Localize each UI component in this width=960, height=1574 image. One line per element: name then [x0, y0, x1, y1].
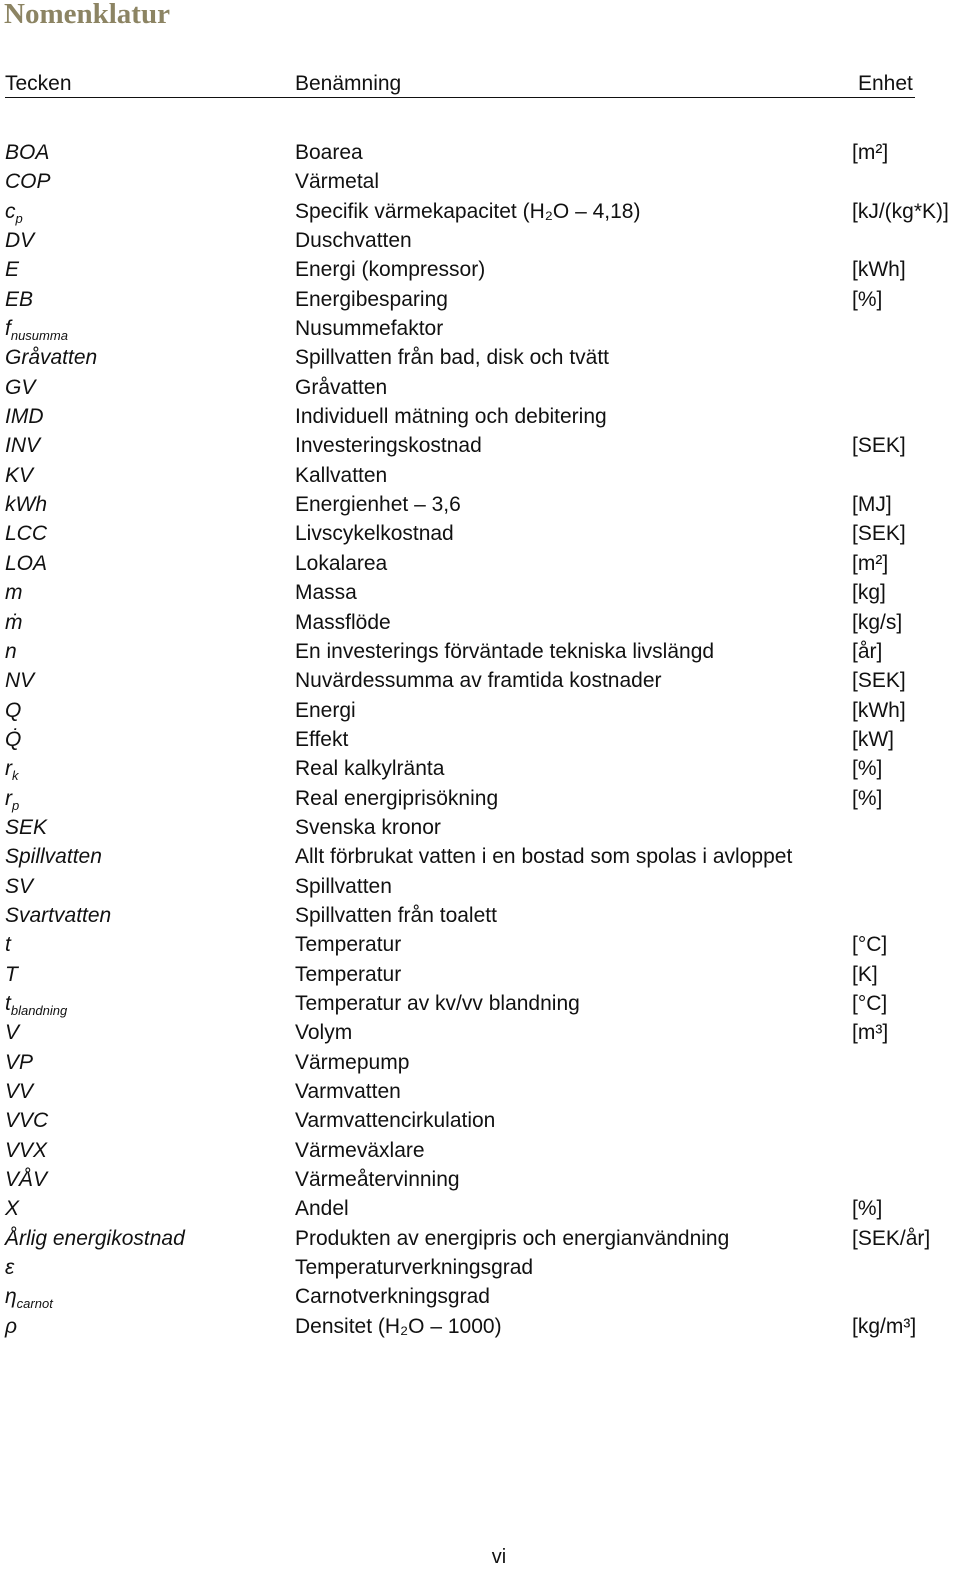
table-row	[0, 930, 960, 959]
row-symbol-subscript: carnot	[16, 1296, 53, 1312]
row-symbol	[5, 1077, 33, 1106]
row-symbol-text: f	[5, 317, 11, 341]
row-symbol	[5, 197, 23, 228]
row-symbol-text: VV	[5, 1080, 34, 1103]
table-row	[0, 431, 960, 460]
row-symbol-subscript: blandning	[10, 1002, 68, 1018]
row-unit: [MJ]	[852, 493, 892, 517]
row-symbol-subscript: k	[12, 768, 19, 784]
row-unit: [°C]	[852, 991, 888, 1015]
row-symbol	[5, 725, 21, 754]
page-number: vi	[491, 1546, 507, 1568]
row-symbol	[5, 138, 49, 167]
table-row	[0, 255, 960, 284]
row-symbol	[5, 578, 23, 607]
row-symbol-subscript: p	[12, 797, 20, 813]
row-unit: [kJ/(kg*K)]	[852, 199, 949, 223]
row-name: Real kalkylränta	[295, 757, 445, 781]
table-row	[0, 549, 960, 578]
row-symbol-text: T	[5, 962, 18, 986]
row-symbol-subscript: p	[15, 210, 23, 226]
row-symbol-text: SEK	[5, 815, 48, 839]
table-row	[0, 784, 960, 813]
row-name: Spillvatten från bad, disk och tvätt	[295, 346, 610, 370]
row-symbol-text: ρ	[5, 1314, 18, 1338]
row-symbol-text: EB	[5, 287, 34, 311]
table-row	[0, 1077, 960, 1106]
row-unit: [kg/m³]	[852, 1314, 917, 1338]
row-symbol-text: INV	[5, 434, 41, 458]
row-name: Duschvatten	[295, 229, 412, 253]
row-symbol	[5, 960, 18, 989]
row-symbol-text: r	[5, 757, 12, 781]
row-symbol-text: Q	[5, 698, 22, 722]
row-symbol-text: LCC	[5, 522, 48, 546]
row-symbol-text: r	[5, 786, 12, 810]
row-unit: [SEK]	[852, 669, 906, 693]
row-name: Specifik värmekapacitet (H₂O – 4,18)	[295, 199, 641, 223]
row-symbol	[5, 1312, 17, 1341]
row-symbol	[5, 813, 47, 842]
row-symbol-text: ε	[5, 1256, 15, 1280]
row-symbol	[5, 490, 47, 519]
row-symbol-text: COP	[5, 170, 51, 194]
row-name: Produkten av energipris och energianvändning	[295, 1226, 730, 1250]
row-symbol-text: VÅV	[5, 1168, 48, 1192]
row-name: Densitet (H₂O – 1000)	[295, 1314, 502, 1338]
table-row	[0, 197, 960, 226]
row-name: En investerings förväntade tekniska livslängd	[295, 639, 715, 663]
table-header	[0, 70, 960, 98]
row-name: Temperatur av kv/vv blandning	[295, 991, 580, 1015]
table-row	[0, 1253, 960, 1282]
row-name: Volym	[295, 1021, 353, 1045]
row-symbol	[5, 343, 97, 372]
row-name: Individuell mätning och debitering	[295, 405, 607, 429]
table-row	[0, 402, 960, 431]
table-row	[0, 1165, 960, 1194]
row-name: Energibesparing	[295, 287, 448, 311]
row-unit: [K]	[852, 962, 878, 986]
table-row	[0, 1312, 960, 1341]
row-name: Svenska kronor	[295, 815, 441, 839]
row-name: Livscykelkostnad	[295, 522, 454, 546]
table-row	[0, 813, 960, 842]
row-symbol-text: t	[5, 933, 11, 957]
row-symbol-text: LOA	[5, 551, 48, 575]
row-symbol	[5, 989, 67, 1020]
row-unit: [kWh]	[852, 258, 906, 282]
row-symbol-text: IMD	[5, 405, 44, 429]
table-row	[0, 1106, 960, 1135]
row-unit: [SEK/år]	[852, 1226, 931, 1250]
row-symbol-text: E	[5, 258, 20, 282]
row-symbol-text: KV	[5, 463, 34, 487]
row-symbol-text: X	[5, 1197, 20, 1221]
table-row	[0, 578, 960, 607]
row-name: Varmvatten	[295, 1080, 401, 1103]
row-symbol	[5, 1282, 53, 1313]
row-symbol-text: ṁ	[5, 610, 23, 634]
row-symbol-text: kWh	[5, 493, 47, 517]
row-symbol	[5, 1018, 19, 1047]
row-symbol-text: Gråvatten	[5, 346, 98, 370]
row-symbol	[5, 402, 44, 431]
row-unit: [kg/s]	[852, 610, 903, 634]
row-unit: [%]	[852, 287, 883, 311]
row-symbol-text: VP	[5, 1050, 34, 1074]
row-unit: [år]	[852, 639, 883, 663]
row-symbol	[5, 431, 40, 460]
row-symbol	[5, 373, 35, 402]
row-symbol	[5, 1165, 47, 1194]
row-name: Värmetal	[295, 170, 380, 194]
row-name: Temperaturverkningsgrad	[295, 1256, 534, 1280]
row-symbol	[5, 1106, 48, 1135]
row-name: Spillvatten	[295, 874, 392, 898]
row-symbol	[5, 255, 19, 284]
row-name: Temperatur	[295, 962, 402, 986]
row-symbol-text: c	[5, 199, 16, 223]
row-symbol-text: Svartvatten	[5, 903, 112, 927]
row-unit: [kg]	[852, 581, 886, 605]
header-divider	[5, 97, 915, 98]
row-unit: [kW]	[852, 727, 894, 751]
row-name: Carnotverkningsgrad	[295, 1285, 490, 1309]
row-name: Energienhet – 3,6	[295, 493, 461, 517]
table-row	[0, 872, 960, 901]
row-name: Effekt	[295, 727, 349, 751]
row-name: Boarea	[295, 141, 363, 164]
table-row	[0, 666, 960, 695]
table-row	[0, 608, 960, 637]
table-row	[0, 725, 960, 754]
row-symbol-text: V	[5, 1021, 20, 1045]
row-symbol	[5, 608, 23, 637]
row-symbol-text: DV	[5, 229, 35, 253]
row-name: Spillvatten från toalett	[295, 903, 497, 927]
table-row	[0, 1048, 960, 1077]
table-row	[0, 490, 960, 519]
row-unit: [SEK]	[852, 434, 906, 458]
row-symbol	[5, 784, 19, 815]
nomenclature-table	[0, 138, 960, 1341]
row-name: Kallvatten	[295, 463, 388, 487]
row-symbol	[5, 1048, 33, 1077]
table-row	[0, 343, 960, 372]
table-row	[0, 373, 960, 402]
row-name: Investeringskostnad	[295, 434, 482, 458]
row-name: Lokalarea	[295, 551, 388, 575]
row-symbol-text: η	[5, 1285, 17, 1309]
row-symbol	[5, 930, 11, 959]
row-name: Real energiprisökning	[295, 786, 499, 810]
row-symbol	[5, 519, 47, 548]
table-row	[0, 1136, 960, 1165]
row-symbol-text: Årlig energikostnad	[5, 1226, 185, 1250]
row-name: Massa	[295, 581, 357, 605]
table-row	[0, 167, 960, 196]
table-row	[0, 842, 960, 871]
row-symbol	[5, 901, 111, 930]
row-unit: [m³]	[852, 1021, 889, 1045]
row-name: Andel	[295, 1197, 349, 1221]
table-row	[0, 960, 960, 989]
row-symbol	[5, 1224, 185, 1253]
row-symbol	[5, 461, 33, 490]
row-symbol	[5, 1253, 14, 1282]
header-symbol: Tecken	[5, 72, 72, 95]
row-symbol	[5, 549, 47, 578]
row-symbol-text: BOA	[5, 141, 50, 164]
header-name: Benämning	[295, 72, 402, 95]
row-name: Värmepump	[295, 1050, 410, 1074]
row-name: Energi (kompressor)	[295, 258, 486, 282]
row-unit: [%]	[852, 757, 883, 781]
row-symbol	[5, 1136, 47, 1165]
table-row	[0, 461, 960, 490]
row-symbol-text: VVC	[5, 1109, 49, 1133]
row-unit: [SEK]	[852, 522, 906, 546]
row-symbol-text: Q̇	[5, 727, 22, 751]
table-row	[0, 1018, 960, 1047]
row-unit: [m²]	[852, 141, 889, 164]
row-symbol-text: t	[5, 991, 11, 1015]
row-name: Värmeväxlare	[295, 1138, 425, 1162]
row-symbol	[5, 842, 102, 871]
table-row	[0, 519, 960, 548]
table-row	[0, 989, 960, 1018]
table-row	[0, 901, 960, 930]
table-row	[0, 314, 960, 343]
row-symbol-text: NV	[5, 669, 35, 693]
row-name: Värmeåtervinning	[295, 1168, 460, 1192]
table-row	[0, 754, 960, 783]
table-row	[0, 1282, 960, 1311]
table-row	[0, 138, 960, 167]
row-name: Gråvatten	[295, 375, 388, 399]
row-name: Energi	[295, 698, 356, 722]
row-unit: [%]	[852, 786, 883, 810]
row-unit: [°C]	[852, 933, 888, 957]
row-name: Nusummefaktor	[295, 317, 444, 341]
row-symbol	[5, 226, 34, 255]
row-symbol	[5, 1194, 19, 1223]
row-name: Varmvattencirkulation	[295, 1109, 496, 1133]
table-row	[0, 226, 960, 255]
row-symbol	[5, 637, 17, 666]
row-symbol	[5, 696, 21, 725]
row-symbol-text: m	[5, 581, 23, 605]
table-row	[0, 1194, 960, 1223]
row-name: Massflöde	[295, 610, 391, 634]
row-symbol-text: SV	[5, 874, 34, 898]
row-name: Temperatur	[295, 933, 402, 957]
row-unit: [%]	[852, 1197, 883, 1221]
row-symbol-text: n	[5, 639, 17, 663]
row-symbol	[5, 666, 34, 695]
row-symbol	[5, 872, 33, 901]
row-symbol	[5, 167, 51, 196]
row-symbol	[5, 754, 19, 785]
row-name: Nuvärdessumma av framtida kostnader	[295, 669, 662, 693]
row-symbol-subscript: nusumma	[10, 328, 68, 344]
row-unit: [m²]	[852, 551, 889, 575]
table-row	[0, 637, 960, 666]
row-unit: [kWh]	[852, 698, 906, 722]
header-unit: Enhet	[858, 72, 913, 95]
table-row	[0, 1224, 960, 1253]
row-symbol	[5, 285, 33, 314]
table-row	[0, 285, 960, 314]
row-name: Allt förbrukat vatten i en bostad som spolas i avloppet	[295, 845, 793, 869]
table-row	[0, 696, 960, 725]
row-symbol-text: Spillvatten	[5, 845, 102, 869]
row-symbol	[5, 314, 68, 345]
row-symbol-text: VVX	[5, 1138, 48, 1162]
row-symbol-text: GV	[5, 375, 36, 399]
page-title: Nomenklatur	[4, 0, 170, 30]
